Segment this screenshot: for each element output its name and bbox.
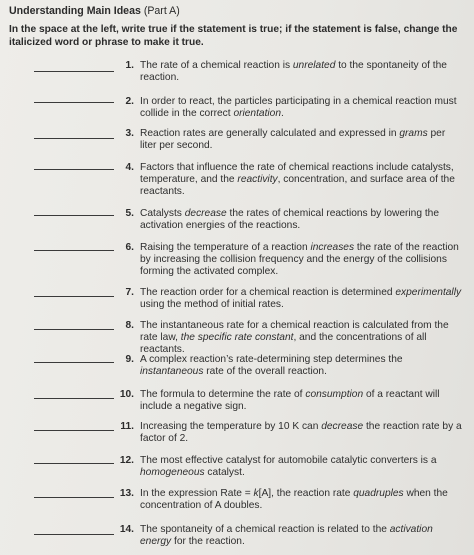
italic-term: homogeneous — [140, 466, 205, 478]
question-number: 12. — [119, 455, 134, 466]
question-text-pre: The most effective catalyst for automobile catalytic converters is a — [140, 455, 437, 466]
answer-blank[interactable] — [34, 362, 114, 363]
question-text — [140, 128, 463, 152]
question-text-pre: The rate of a chemical reaction is — [140, 60, 293, 71]
question-text-pre: The spontaneity of a chemical reaction is related to the — [140, 524, 390, 535]
question-text-pre: Catalysts — [140, 208, 185, 219]
answer-blank[interactable] — [34, 534, 114, 535]
question-text-pre: In order to react, the particles participating in a chemical reaction must collide in the correct — [140, 96, 457, 119]
question-text-pre: Reaction rates are generally calculated and expressed in — [140, 128, 400, 139]
question-text — [140, 287, 463, 311]
answer-blank[interactable] — [34, 138, 114, 139]
question-number: 8. — [125, 320, 134, 331]
question-text-post: . — [281, 107, 284, 119]
italic-term: orientation — [233, 107, 282, 119]
question-text-pre: Factors that influence the rate of chemical reactions include catalysts, temperature, and the — [140, 162, 454, 185]
italic-term: experimentally — [395, 287, 462, 298]
question-number: 11. — [120, 421, 134, 432]
question-text — [140, 208, 463, 232]
answer-blank[interactable] — [34, 463, 114, 464]
question-number: 5. — [125, 208, 134, 219]
question-number: 2. — [125, 96, 134, 107]
question-text-post: catalyst. — [204, 466, 245, 478]
question-text-post: for the reaction. — [171, 535, 245, 547]
question-text — [140, 242, 463, 277]
question-text-pre: Increasing the temperature by 10 K can — [140, 421, 322, 432]
question-text — [140, 354, 463, 378]
question-text-post: when the concentration of A doubles. — [140, 488, 448, 511]
italic-term: activation energy — [140, 524, 433, 547]
answer-blank[interactable] — [34, 250, 114, 251]
question-text-pre: The formula to determine the rate of — [140, 389, 306, 400]
italic-term: unrelated — [292, 60, 336, 71]
italic-term: instantaneous — [140, 365, 204, 377]
answer-blank[interactable] — [34, 71, 114, 72]
question-text — [140, 96, 463, 120]
question-number: 7. — [125, 287, 134, 298]
question-text — [140, 455, 463, 479]
answer-blank[interactable] — [34, 102, 114, 103]
question-text-pre: A complex reaction’s rate-determining step determines the — [140, 354, 403, 365]
question-text-pre: Raising the temperature of a reaction — [140, 242, 311, 253]
question-text — [140, 389, 463, 413]
question-text — [140, 524, 463, 548]
question-text — [140, 60, 463, 84]
question-number: 13. — [119, 488, 134, 499]
question-text-post: per liter per second. — [140, 128, 446, 151]
question-number: 6. — [125, 242, 134, 253]
italic-term: the specific rate constant — [180, 331, 294, 343]
question-number: 4. — [125, 162, 134, 173]
question-number: 3. — [125, 128, 134, 139]
question-text — [140, 421, 463, 445]
answer-blank[interactable] — [34, 296, 114, 297]
italic-term: consumption — [305, 389, 364, 400]
question-number: 14. — [119, 524, 134, 535]
section-part: (Part A) — [143, 5, 180, 17]
question-number: 10. — [119, 389, 134, 400]
italic-variable: k — [253, 488, 259, 499]
italic-term: grams — [399, 128, 428, 139]
answer-blank[interactable] — [34, 430, 114, 431]
question-text-post: to the spontaneity of the reaction. — [140, 60, 447, 83]
question-number: 9. — [125, 354, 134, 365]
italic-term: decrease — [321, 421, 364, 432]
question-text-post: using the method of initial rates. — [140, 298, 284, 310]
answer-blank[interactable] — [34, 169, 114, 170]
italic-term: increases — [310, 242, 355, 253]
question-text-post: the reaction rate by a factor of 2. — [140, 421, 462, 444]
question-text-post: rate of the overall reaction. — [203, 365, 327, 377]
answer-blank[interactable] — [34, 329, 114, 330]
answer-blank[interactable] — [34, 215, 114, 216]
question-text-pre: The instantaneous rate for a chemical reaction is calculated from the rate law, — [140, 320, 449, 343]
instructions: In the space at the left, write true if the statement is true; if the statement is false, change the italicized word or phrase to make it true. — [9, 24, 458, 48]
question-text-post: , and the concentrations of all reactants. — [140, 331, 427, 355]
question-text-post: the rate of the reaction by increasing the collision frequency and the energy of the collisions forming the activated complex. — [140, 242, 459, 277]
question-text-pre: The reaction order for a chemical reaction is determined — [140, 287, 396, 298]
question-text-post: of a reactant will include a negative sign. — [140, 389, 440, 412]
question-text-mid: [A], the reaction rate — [258, 488, 354, 499]
question-text-post: the rates of chemical reactions by lowering the activation energies of the reactions. — [140, 208, 440, 231]
answer-blank[interactable] — [34, 398, 114, 399]
question-text — [140, 320, 463, 355]
section-title-text: Understanding Main Ideas — [9, 5, 141, 17]
question-text-post: , concentration, and surface area of the reactants. — [140, 173, 455, 197]
question-number: 1. — [125, 60, 134, 71]
question-text-pre: In the expression Rate = — [140, 488, 254, 499]
question-text — [140, 162, 463, 197]
answer-blank[interactable] — [34, 497, 114, 498]
italic-term: decrease — [184, 208, 227, 219]
italic-term: quadruples — [353, 488, 404, 499]
question-text — [140, 488, 463, 512]
italic-term: reactivity — [237, 173, 278, 185]
